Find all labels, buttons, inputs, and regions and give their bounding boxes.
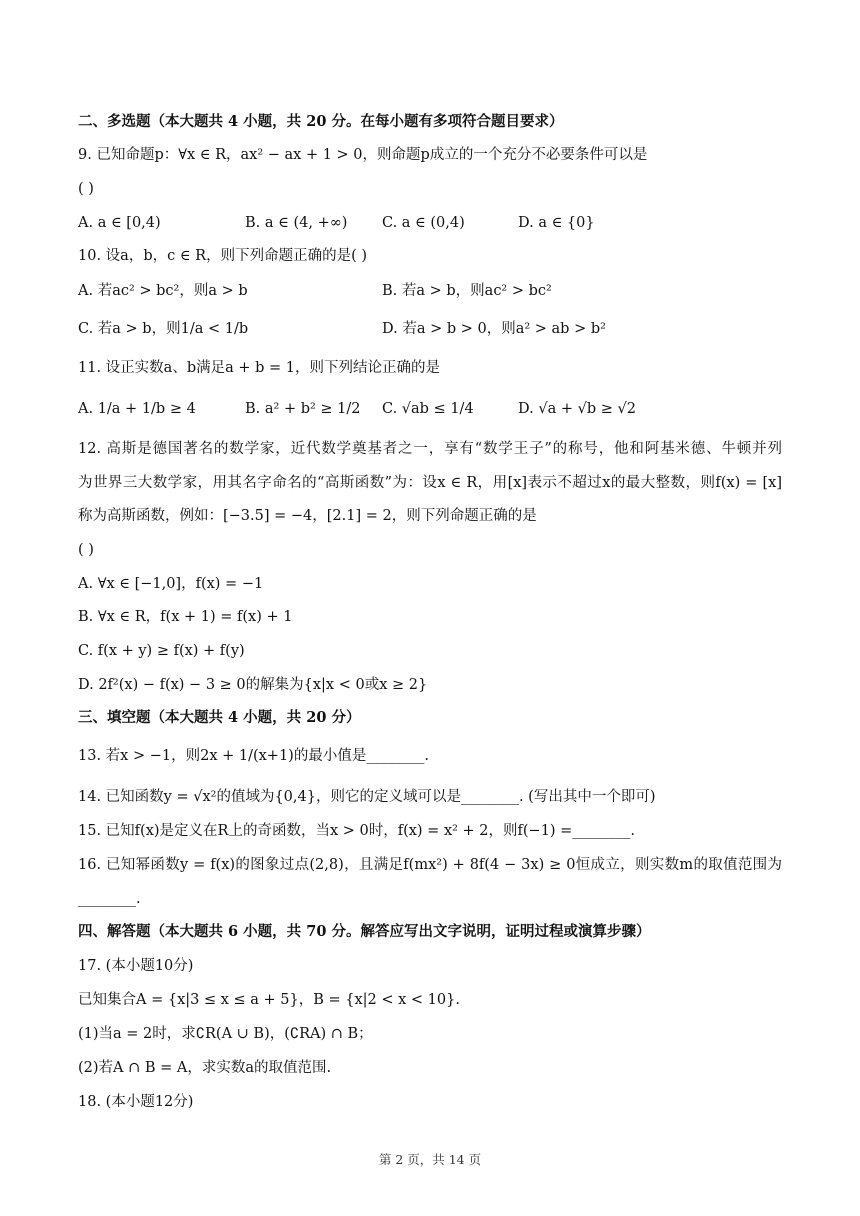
q12-line-1: 12. 高斯是德国著名的数学家，近代数学奠基者之一，享有“数学王子”的称号，他和阿基米德、牛顿并列 [78,441,782,457]
section2-title: 二、多选题（本大题共 4 小题，共 20 分。在每小题有多项符合题目要求） [78,113,564,130]
q10-option-c: C. 若a > b，则1/a < 1/b [78,321,249,337]
q16-line-2: ________. [78,891,141,907]
q16-line-1: 16. 已知幂函数y = f(x)的图象过点(2,8)，且满足f(mx²) + 8f(4 − 3x) ≥ 0恒成立，则实数m的取值范围为 [78,857,782,873]
q10-stem: 10. 设a，b，c ∈ R，则下列命题正确的是( ) [78,248,368,264]
q9-stem: 9. 已知命题p：∀x ∈ R，ax² − ax + 1 > 0，则命题p成立的一个充分不必要条件可以是 [78,147,648,163]
q9-option-d: D. a ∈ {0} [518,215,595,231]
q14-text: 14. 已知函数y = √x²的值域为{0,4}，则它的定义域可以是________. (写出其中一个即可) [78,789,656,805]
q11-option-a: A. 1/a + 1/b ≥ 4 [78,401,196,417]
q9-answer-paren: ( ) [78,181,94,197]
q11-option-c: C. √ab ≤ 1/4 [382,401,474,417]
q12-line-2: 为世界三大数学家，用其名字命名的“高斯函数”为：设x ∈ R，用[x]表示不超过x的最大整数，则f(x) = [x] [78,475,782,491]
q11-option-b: B. a² + b² ≥ 1/2 [245,401,361,417]
q12-option-a: A. ∀x ∈ [−1,0]，f(x) = −1 [78,576,264,592]
q10-option-d: D. 若a > b > 0，则a² > ab > b² [382,321,606,337]
q10-option-b: B. 若a > b，则ac² > bc² [382,283,552,299]
q9-option-c: C. a ∈ (0,4) [382,215,465,231]
q9-option-a: A. a ∈ [0,4) [78,215,161,231]
q11-stem: 11. 设正实数a、b满足a + b = 1，则下列结论正确的是 [78,360,440,376]
section3-title: 三、填空题（本大题共 4 小题，共 20 分） [78,709,361,726]
q17-given: 已知集合A = {x|3 ≤ x ≤ a + 5}，B = {x|2 < x < 10}. [78,992,460,1008]
q15-text: 15. 已知f(x)是定义在R上的奇函数，当x > 0时，f(x) = x² + 2，则f(−1) =________. [78,823,635,839]
q18-header: 18. (本小题12分) [78,1094,194,1110]
section4-title: 四、解答题（本大题共 6 小题，共 70 分。解答应写出文字说明，证明过程或演算步骤） [78,923,651,940]
q12-option-b: B. ∀x ∈ R，f(x + 1) = f(x) + 1 [78,609,293,625]
q10-option-a: A. 若ac² > bc²，则a > b [78,283,248,299]
q9-option-b: B. a ∈ (4, +∞) [245,215,348,231]
q12-answer-paren: ( ) [78,542,94,558]
q17-header: 17. (本小题10分) [78,958,194,974]
q12-option-c: C. f(x + y) ≥ f(x) + f(y) [78,643,245,659]
q17-part-1: (1)当a = 2时，求∁R(A ∪ B)，(∁RA) ∩ B； [78,1026,373,1042]
q13-text: 13. 若x > −1，则2x + 1/(x+1)的最小值是________. [78,748,429,764]
q12-line-3: 称为高斯函数，例如：[−3.5] = −4，[2.1] = 2，则下列命题正确的是 [78,508,537,524]
page-footer: 第 2 页，共 14 页 [378,1152,482,1167]
q12-option-d: D. 2f²(x) − f(x) − 3 ≥ 0的解集为{x|x < 0或x ≥ 2} [78,677,428,693]
q17-part-2: (2)若A ∩ B = A，求实数a的取值范围. [78,1060,332,1076]
q11-option-d: D. √a + √b ≥ √2 [518,401,636,417]
